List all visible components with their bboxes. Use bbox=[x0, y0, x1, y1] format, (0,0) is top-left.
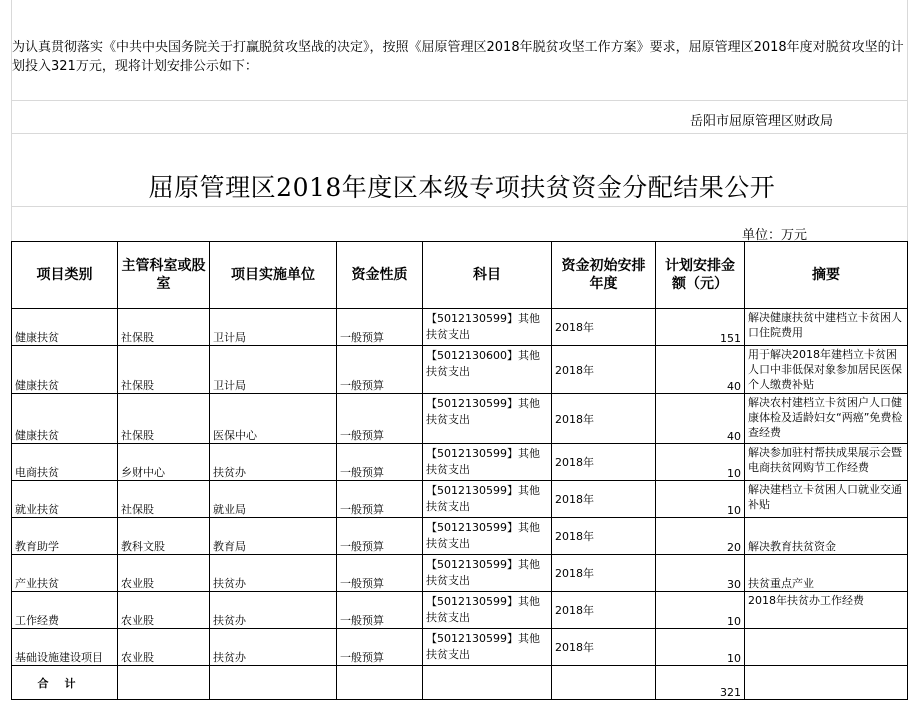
header-amount: 计划安排金额（元） bbox=[656, 242, 745, 309]
header-category: 项目类别 bbox=[12, 242, 118, 309]
cell-nature: 一般预算 bbox=[337, 309, 423, 346]
cell-dept: 社保股 bbox=[118, 394, 210, 444]
cell-category: 工作经费 bbox=[12, 592, 118, 629]
cell-nature: 一般预算 bbox=[337, 629, 423, 666]
cell-unit: 扶贫办 bbox=[210, 629, 337, 666]
total-empty-cell bbox=[552, 666, 656, 700]
total-empty-cell bbox=[337, 666, 423, 700]
total-empty-cell bbox=[118, 666, 210, 700]
cell-dept: 社保股 bbox=[118, 346, 210, 394]
cell-year: 2018年 bbox=[552, 346, 656, 394]
cell-subject: 【5012130599】其他扶贫支出 bbox=[423, 518, 552, 555]
cell-subject: 【5012130599】其他扶贫支出 bbox=[423, 394, 552, 444]
total-label: 合计 bbox=[12, 666, 118, 700]
header-year: 资金初始安排年度 bbox=[552, 242, 656, 309]
cell-subject: 【5012130599】其他扶贫支出 bbox=[423, 555, 552, 592]
cell-summary: 用于解决2018年建档立卡贫困人口中非低保对象参加居民医保个人缴费补贴 bbox=[745, 346, 908, 394]
table-row bbox=[12, 346, 908, 394]
cell-category: 健康扶贫 bbox=[12, 309, 118, 346]
cell-amount: 40 bbox=[656, 394, 745, 444]
allocation-table bbox=[11, 241, 908, 700]
cell-dept: 农业股 bbox=[118, 555, 210, 592]
cell-amount: 20 bbox=[656, 518, 745, 555]
cell-nature: 一般预算 bbox=[337, 592, 423, 629]
cell-category: 电商扶贫 bbox=[12, 444, 118, 481]
cell-amount: 10 bbox=[656, 629, 745, 666]
cell-nature: 一般预算 bbox=[337, 346, 423, 394]
unit-label: 单位：万元 bbox=[742, 228, 808, 243]
cell-unit: 教育局 bbox=[210, 518, 337, 555]
total-empty-cell bbox=[745, 666, 908, 700]
cell-unit: 扶贫办 bbox=[210, 555, 337, 592]
cell-amount: 30 bbox=[656, 555, 745, 592]
table-row bbox=[12, 629, 908, 666]
cell-year: 2018年 bbox=[552, 629, 656, 666]
header-dept: 主管科室或股室 bbox=[118, 242, 210, 309]
total-row bbox=[12, 666, 908, 700]
cell-year: 2018年 bbox=[552, 444, 656, 481]
cell-category: 产业扶贫 bbox=[12, 555, 118, 592]
header-summary: 摘要 bbox=[745, 242, 908, 309]
cell-summary: 解决建档立卡贫困人口就业交通补贴 bbox=[745, 481, 908, 518]
cell-unit: 就业局 bbox=[210, 481, 337, 518]
page-title: 屈原管理区2018年度区本级专项扶贫资金分配结果公开 bbox=[148, 173, 776, 202]
cell-category: 健康扶贫 bbox=[12, 346, 118, 394]
header-unit: 项目实施单位 bbox=[210, 242, 337, 309]
cell-year: 2018年 bbox=[552, 394, 656, 444]
cell-summary: 解决健康扶贫中建档立卡贫困人口住院费用 bbox=[745, 309, 908, 346]
cell-year: 2018年 bbox=[552, 555, 656, 592]
cell-unit: 医保中心 bbox=[210, 394, 337, 444]
cell-dept: 社保股 bbox=[118, 309, 210, 346]
cell-dept: 农业股 bbox=[118, 592, 210, 629]
table-row bbox=[12, 444, 908, 481]
cell-category: 就业扶贫 bbox=[12, 481, 118, 518]
table-header-row bbox=[12, 242, 908, 309]
cell-amount: 151 bbox=[656, 309, 745, 346]
cell-amount: 10 bbox=[656, 481, 745, 518]
cell-subject: 【5012130599】其他扶贫支出 bbox=[423, 444, 552, 481]
cell-summary: 扶贫重点产业 bbox=[745, 555, 908, 592]
table-row bbox=[12, 481, 908, 518]
cell-dept: 乡财中心 bbox=[118, 444, 210, 481]
total-empty-cell bbox=[423, 666, 552, 700]
cell-amount: 40 bbox=[656, 346, 745, 394]
cell-year: 2018年 bbox=[552, 518, 656, 555]
table-row bbox=[12, 394, 908, 444]
cell-summary: 2018年扶贫办工作经费 bbox=[745, 592, 908, 629]
cell-nature: 一般预算 bbox=[337, 518, 423, 555]
cell-unit: 扶贫办 bbox=[210, 444, 337, 481]
header-subject: 科目 bbox=[423, 242, 552, 309]
cell-dept: 农业股 bbox=[118, 629, 210, 666]
total-amount: 321 bbox=[656, 666, 745, 700]
total-empty-cell bbox=[210, 666, 337, 700]
cell-dept: 社保股 bbox=[118, 481, 210, 518]
cell-unit: 扶贫办 bbox=[210, 592, 337, 629]
cell-subject: 【5012130600】其他扶贫支出 bbox=[423, 346, 552, 394]
cell-amount: 10 bbox=[656, 592, 745, 629]
cell-nature: 一般预算 bbox=[337, 394, 423, 444]
cell-summary bbox=[745, 629, 908, 666]
cell-category: 基础设施建设项目 bbox=[12, 629, 118, 666]
table-row bbox=[12, 309, 908, 346]
cell-unit: 卫计局 bbox=[210, 309, 337, 346]
cell-amount: 10 bbox=[656, 444, 745, 481]
cell-year: 2018年 bbox=[552, 481, 656, 518]
cell-subject: 【5012130599】其他扶贫支出 bbox=[423, 481, 552, 518]
cell-category: 健康扶贫 bbox=[12, 394, 118, 444]
cell-category: 教育助学 bbox=[12, 518, 118, 555]
cell-unit: 卫计局 bbox=[210, 346, 337, 394]
cell-nature: 一般预算 bbox=[337, 481, 423, 518]
cell-year: 2018年 bbox=[552, 592, 656, 629]
cell-subject: 【5012130599】其他扶贫支出 bbox=[423, 309, 552, 346]
cell-summary: 解决参加驻村帮扶成果展示会暨电商扶贫网购节工作经费 bbox=[745, 444, 908, 481]
cell-nature: 一般预算 bbox=[337, 555, 423, 592]
header-nature: 资金性质 bbox=[337, 242, 423, 309]
cell-subject: 【5012130599】其他扶贫支出 bbox=[423, 592, 552, 629]
table-row bbox=[12, 518, 908, 555]
cell-summary: 解决教育扶贫资金 bbox=[745, 518, 908, 555]
cell-summary: 解决农村建档立卡贫困户人口健康体检及适龄妇女“两癌”免费检查经费 bbox=[745, 394, 908, 444]
cell-dept: 教科文股 bbox=[118, 518, 210, 555]
table-row bbox=[12, 555, 908, 592]
cell-nature: 一般预算 bbox=[337, 444, 423, 481]
table-row bbox=[12, 592, 908, 629]
cell-year: 2018年 bbox=[552, 309, 656, 346]
cell-subject: 【5012130599】其他扶贫支出 bbox=[423, 629, 552, 666]
issuer-name: 岳阳市屈原管理区财政局 bbox=[690, 114, 834, 129]
intro-paragraph: 为认真贯彻落实《中共中央国务院关于打赢脱贫攻坚战的决定》，按照《屈原管理区2018年脱贫攻坚工作方案》要求，屈原管理区2018年度对脱贫攻坚的计划投入321万元，现将计划安排公示如下： bbox=[12, 40, 904, 74]
